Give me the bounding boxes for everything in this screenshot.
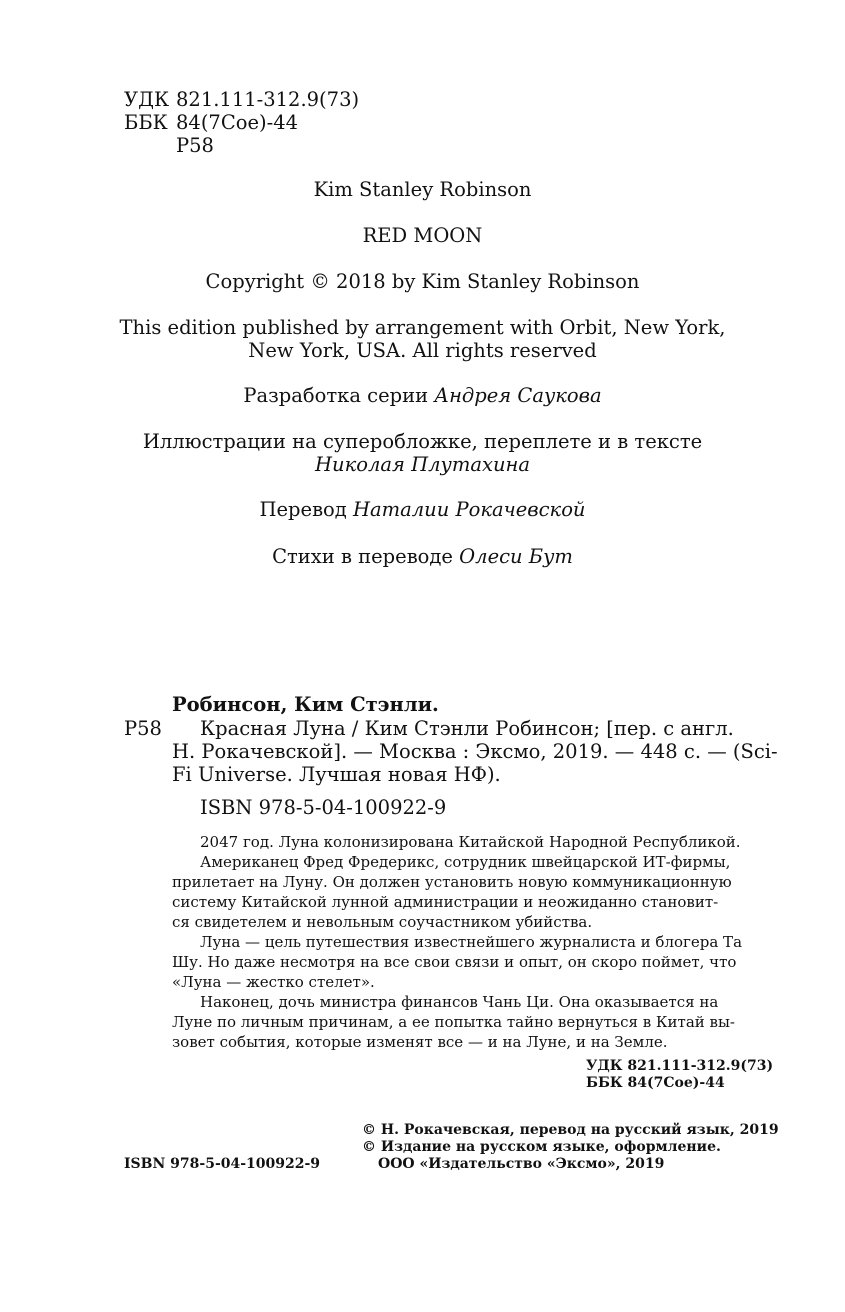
- annotation-p1-line-1: 2047 год. Луна колонизирована Китайской Народной Республикой.: [200, 833, 741, 851]
- udk-line: [124, 88, 359, 111]
- footer-isbn: ISBN 978-5-04-100922-9: [124, 1156, 321, 1172]
- translation-label: Перевод: [259, 498, 347, 521]
- footer-copyright-2: © Издание на русском языке, оформление.: [362, 1139, 721, 1155]
- annotation-p3-line-2: Луне по личным причинам, а ее попытка тайно вернуться в Китай вы-: [172, 1013, 735, 1031]
- annotation-p1-line-3: прилетает на Луну. Он должен установить новую коммуникационную: [172, 873, 732, 891]
- annotation-p1-line-5: ся свидетелем и невольным соучастником убийства.: [172, 913, 593, 931]
- translation-name: Наталии Рокачевской: [353, 498, 586, 521]
- annotation-p3-line-3: зовет события, которые изменят все — и на Луне, и на Земле.: [172, 1033, 668, 1051]
- illustrations-name: [0, 453, 845, 476]
- series-design-credit: [0, 384, 845, 407]
- translation-credit: [0, 498, 845, 521]
- poems-name: Олеси Бут: [459, 545, 573, 568]
- footer-udk: УДК 821.111-312.9(73): [586, 1058, 774, 1074]
- series-design-name: Андрея Саукова: [434, 384, 602, 407]
- footer-copyright-3: ООО «Издательство «Эксмо», 2019: [378, 1156, 665, 1172]
- poems-label: Стихи в переводе: [272, 545, 453, 568]
- bbk-value: 84(7Сое)-44: [176, 111, 299, 134]
- catalog-mark: Р58: [124, 717, 162, 740]
- author-mark: Р58: [176, 134, 214, 157]
- original-title: RED MOON: [362, 224, 483, 247]
- edition-line-1: This edition published by arrangement with Orbit, New York,: [119, 316, 726, 339]
- annotation-p1-line-4: систему Китайской лунной администрации и неожиданно становит-: [172, 893, 719, 911]
- catalog-isbn: ISBN 978-5-04-100922-9: [200, 796, 447, 819]
- edition-line-2: New York, USA. All rights reserved: [248, 339, 597, 362]
- catalog-line-2: Н. Рокачевской]. — Москва : Эксмо, 2019. — 448 с. — (Sci-: [172, 740, 778, 763]
- series-design-label: Разработка серии: [243, 384, 429, 407]
- annotation-p3-line-1: Наконец, дочь министра финансов Чань Ци. Она оказывается на: [200, 993, 719, 1011]
- illustrations-label: Иллюстрации на суперобложке, переплете и в тексте: [142, 430, 703, 453]
- annotation-p2-line-3: «Луна — жестко стелет».: [172, 973, 375, 991]
- annotation-p2-line-1: Луна — цель путешествия известнейшего журналиста и блогера Та: [200, 933, 743, 951]
- original-author: Kim Stanley Robinson: [313, 178, 532, 201]
- bbk-line: [124, 111, 298, 134]
- illustrations-name-text: Николая Плутахина: [315, 453, 530, 476]
- catalog-heading: Робинсон, Ким Стэнли.: [172, 693, 439, 716]
- udk-label: УДК: [124, 88, 170, 111]
- catalog-line-3: Fi Universe. Лучшая новая НФ).: [172, 763, 501, 786]
- bbk-label: ББК: [124, 111, 168, 134]
- catalog-line-1: Красная Луна / Ким Стэнли Робинсон; [пер. с англ.: [200, 717, 734, 740]
- annotation-p1-line-2: Американец Фред Фредерикс, сотрудник швейцарской ИТ-фирмы,: [200, 853, 731, 871]
- footer-copyright-1: © Н. Рокачевская, перевод на русский язык, 2019: [362, 1122, 779, 1138]
- annotation-p2-line-2: Шу. Но даже несмотря на все свои связи и опыт, он скоро поймет, что: [172, 953, 737, 971]
- copyright-line: Copyright © 2018 by Kim Stanley Robinson: [205, 270, 640, 293]
- poems-credit: [0, 545, 845, 568]
- udk-value: 821.111-312.9(73): [176, 88, 360, 111]
- footer-bbk: ББК 84(7Сое)-44: [586, 1075, 725, 1091]
